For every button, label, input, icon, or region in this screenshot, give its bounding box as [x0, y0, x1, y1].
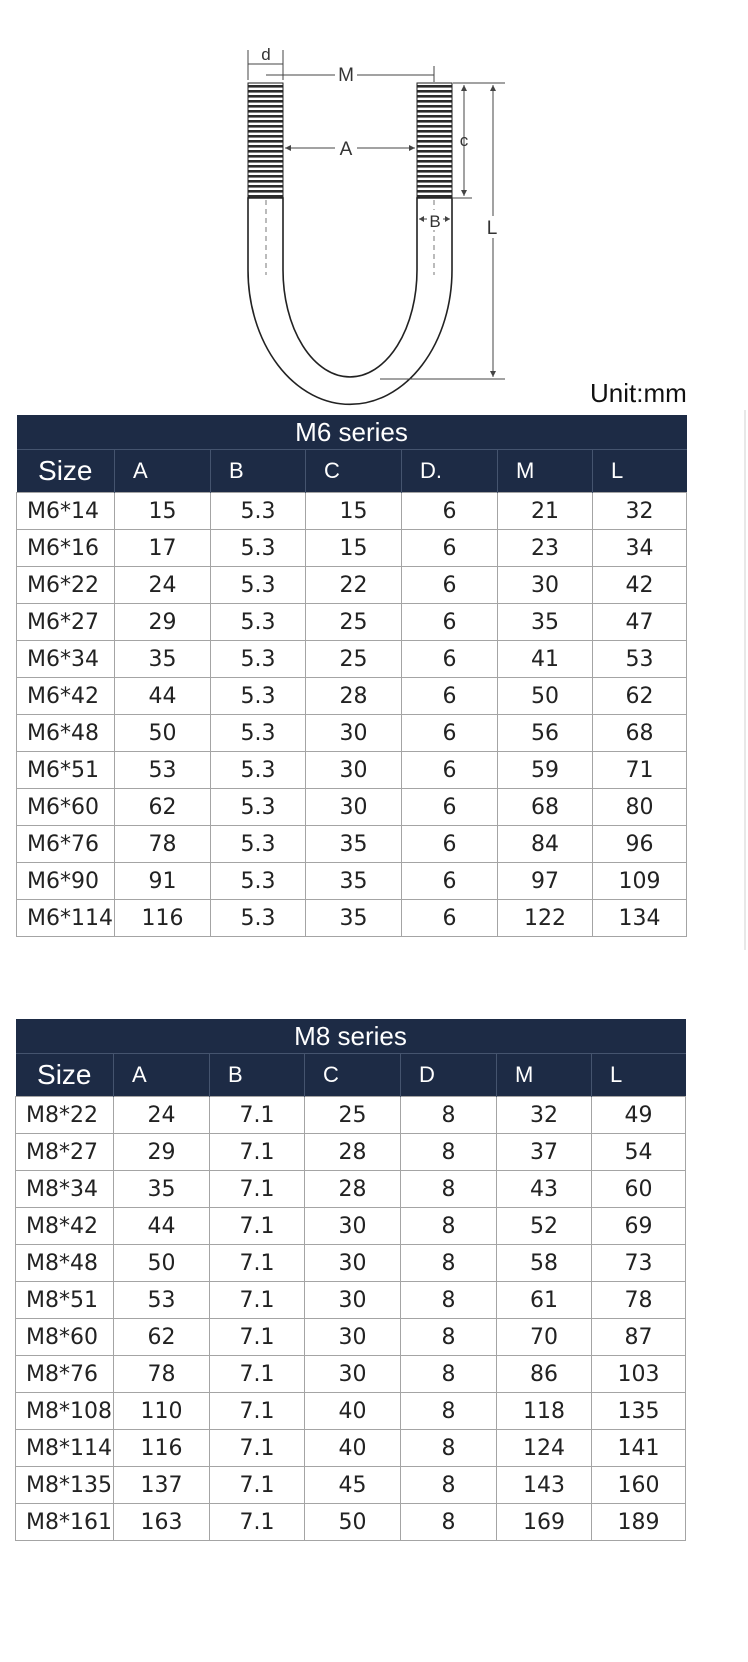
table-row [17, 678, 687, 715]
value-cell: 6 [402, 493, 498, 530]
value-cell: 58 [497, 1245, 592, 1282]
table-row [17, 863, 687, 900]
size-cell: M8*48 [16, 1245, 114, 1282]
value-cell: 141 [592, 1430, 686, 1467]
table-row [16, 1319, 686, 1356]
value-cell: 40 [305, 1393, 401, 1430]
value-cell: 80 [593, 789, 687, 826]
value-cell: 163 [114, 1504, 210, 1541]
value-cell: 5.3 [211, 715, 306, 752]
value-cell: 7.1 [210, 1208, 305, 1245]
value-cell: 24 [114, 1097, 210, 1134]
table-title: M8 series [16, 1019, 686, 1054]
size-cell: M8*42 [16, 1208, 114, 1245]
value-cell: 23 [498, 530, 593, 567]
value-cell: 32 [593, 493, 687, 530]
value-cell: 5.3 [211, 641, 306, 678]
size-cell: M8*60 [16, 1319, 114, 1356]
label-a: A [339, 139, 353, 160]
size-cell: M8*108 [16, 1393, 114, 1430]
value-cell: 68 [593, 715, 687, 752]
value-cell: 62 [115, 789, 211, 826]
value-cell: 6 [402, 900, 498, 937]
label-l: L [486, 218, 498, 239]
header-c: C [306, 450, 402, 493]
value-cell: 8 [401, 1097, 497, 1134]
value-cell: 30 [305, 1245, 401, 1282]
value-cell: 8 [401, 1393, 497, 1430]
value-cell: 30 [306, 752, 402, 789]
value-cell: 53 [114, 1282, 210, 1319]
label-d: d [261, 45, 271, 64]
value-cell: 28 [306, 678, 402, 715]
value-cell: 73 [592, 1245, 686, 1282]
header-l: L [593, 450, 687, 493]
value-cell: 118 [497, 1393, 592, 1430]
header-b: B [211, 450, 306, 493]
value-cell: 116 [114, 1430, 210, 1467]
label-c: c [459, 131, 469, 150]
value-cell: 110 [114, 1393, 210, 1430]
value-cell: 6 [402, 826, 498, 863]
value-cell: 35 [306, 863, 402, 900]
value-cell: 5.3 [211, 530, 306, 567]
value-cell: 137 [114, 1467, 210, 1504]
value-cell: 35 [306, 900, 402, 937]
value-cell: 35 [306, 826, 402, 863]
size-cell: M8*34 [16, 1171, 114, 1208]
value-cell: 68 [498, 789, 593, 826]
table-row [17, 530, 687, 567]
value-cell: 62 [114, 1319, 210, 1356]
size-cell: M6*114 [17, 900, 115, 937]
size-cell: M6*60 [17, 789, 115, 826]
value-cell: 29 [114, 1134, 210, 1171]
value-cell: 62 [593, 678, 687, 715]
table-row [16, 1282, 686, 1319]
value-cell: 84 [498, 826, 593, 863]
size-cell: M6*90 [17, 863, 115, 900]
value-cell: 135 [592, 1393, 686, 1430]
table-row [16, 1097, 686, 1134]
value-cell: 8 [401, 1356, 497, 1393]
value-cell: 7.1 [210, 1171, 305, 1208]
value-cell: 35 [115, 641, 211, 678]
value-cell: 40 [305, 1430, 401, 1467]
table-row [17, 715, 687, 752]
header-l: L [592, 1054, 686, 1097]
header-size: Size [16, 1054, 114, 1097]
value-cell: 17 [115, 530, 211, 567]
value-cell: 30 [305, 1208, 401, 1245]
value-cell: 6 [402, 678, 498, 715]
value-cell: 35 [498, 604, 593, 641]
value-cell: 124 [497, 1430, 592, 1467]
table-row [17, 900, 687, 937]
table-row [16, 1208, 686, 1245]
value-cell: 5.3 [211, 863, 306, 900]
table-row [16, 1134, 686, 1171]
table-row [16, 1467, 686, 1504]
value-cell: 8 [401, 1319, 497, 1356]
value-cell: 7.1 [210, 1467, 305, 1504]
value-cell: 60 [592, 1171, 686, 1208]
value-cell: 96 [593, 826, 687, 863]
value-cell: 87 [592, 1319, 686, 1356]
size-cell: M8*161 [16, 1504, 114, 1541]
size-cell: M8*114 [16, 1430, 114, 1467]
value-cell: 30 [306, 715, 402, 752]
value-cell: 25 [306, 604, 402, 641]
value-cell: 8 [401, 1134, 497, 1171]
table-row [17, 641, 687, 678]
value-cell: 8 [401, 1504, 497, 1541]
value-cell: 25 [306, 641, 402, 678]
value-cell: 134 [593, 900, 687, 937]
table-row [16, 1504, 686, 1541]
size-cell: M6*14 [17, 493, 115, 530]
size-cell: M8*135 [16, 1467, 114, 1504]
value-cell: 5.3 [211, 678, 306, 715]
table-row [17, 789, 687, 826]
table-row [17, 826, 687, 863]
value-cell: 8 [401, 1282, 497, 1319]
value-cell: 41 [498, 641, 593, 678]
value-cell: 103 [592, 1356, 686, 1393]
value-cell: 6 [402, 530, 498, 567]
header-size: Size [17, 450, 115, 493]
u-bolt-diagram [205, 0, 565, 410]
size-cell: M6*48 [17, 715, 115, 752]
table-row [16, 1356, 686, 1393]
value-cell: 8 [401, 1467, 497, 1504]
header-d: D [401, 1054, 497, 1097]
value-cell: 116 [115, 900, 211, 937]
value-cell: 8 [401, 1430, 497, 1467]
value-cell: 53 [115, 752, 211, 789]
size-cell: M6*16 [17, 530, 115, 567]
size-cell: M6*76 [17, 826, 115, 863]
value-cell: 122 [498, 900, 593, 937]
right-thread [417, 83, 452, 198]
value-cell: 78 [114, 1356, 210, 1393]
value-cell: 8 [401, 1171, 497, 1208]
size-cell: M6*22 [17, 567, 115, 604]
value-cell: 24 [115, 567, 211, 604]
u-bolt-body [248, 198, 452, 404]
header-m: M [497, 1054, 592, 1097]
value-cell: 50 [498, 678, 593, 715]
value-cell: 5.3 [211, 604, 306, 641]
value-cell: 15 [115, 493, 211, 530]
size-cell: M6*27 [17, 604, 115, 641]
size-cell: M8*76 [16, 1356, 114, 1393]
table-row [16, 1430, 686, 1467]
value-cell: 78 [115, 826, 211, 863]
value-cell: 143 [497, 1467, 592, 1504]
left-thread [248, 83, 283, 198]
value-cell: 59 [498, 752, 593, 789]
value-cell: 15 [306, 530, 402, 567]
value-cell: 7.1 [210, 1134, 305, 1171]
size-cell: M6*42 [17, 678, 115, 715]
value-cell: 53 [593, 641, 687, 678]
value-cell: 21 [498, 493, 593, 530]
value-cell: 6 [402, 604, 498, 641]
value-cell: 44 [114, 1208, 210, 1245]
value-cell: 56 [498, 715, 593, 752]
value-cell: 30 [305, 1319, 401, 1356]
value-cell: 28 [305, 1134, 401, 1171]
value-cell: 52 [497, 1208, 592, 1245]
value-cell: 91 [115, 863, 211, 900]
value-cell: 50 [305, 1504, 401, 1541]
value-cell: 78 [592, 1282, 686, 1319]
value-cell: 6 [402, 641, 498, 678]
header-c: C [305, 1054, 401, 1097]
table-row [17, 752, 687, 789]
value-cell: 189 [592, 1504, 686, 1541]
header-a: A [115, 450, 211, 493]
table-row [17, 567, 687, 604]
table-row [16, 1245, 686, 1282]
value-cell: 109 [593, 863, 687, 900]
unit-label: Unit:mm [590, 378, 687, 408]
value-cell: 5.3 [211, 493, 306, 530]
header-b: B [210, 1054, 305, 1097]
m6-series-table [16, 415, 687, 937]
value-cell: 22 [306, 567, 402, 604]
m8-series-table [15, 1019, 686, 1541]
value-cell: 7.1 [210, 1097, 305, 1134]
value-cell: 30 [305, 1282, 401, 1319]
value-cell: 8 [401, 1245, 497, 1282]
value-cell: 34 [593, 530, 687, 567]
value-cell: 7.1 [210, 1282, 305, 1319]
header-a: A [114, 1054, 210, 1097]
value-cell: 30 [498, 567, 593, 604]
value-cell: 45 [305, 1467, 401, 1504]
value-cell: 86 [497, 1356, 592, 1393]
value-cell: 6 [402, 863, 498, 900]
value-cell: 5.3 [211, 900, 306, 937]
value-cell: 69 [592, 1208, 686, 1245]
size-cell: M6*34 [17, 641, 115, 678]
size-cell: M8*22 [16, 1097, 114, 1134]
value-cell: 6 [402, 715, 498, 752]
value-cell: 35 [114, 1171, 210, 1208]
value-cell: 7.1 [210, 1356, 305, 1393]
value-cell: 7.1 [210, 1504, 305, 1541]
table-row [16, 1393, 686, 1430]
label-b: B [429, 212, 441, 231]
table-row [16, 1171, 686, 1208]
value-cell: 28 [305, 1171, 401, 1208]
value-cell: 71 [593, 752, 687, 789]
size-cell: M6*51 [17, 752, 115, 789]
header-d: D. [402, 450, 498, 493]
value-cell: 6 [402, 752, 498, 789]
table-title: M6 series [17, 415, 687, 450]
value-cell: 6 [402, 567, 498, 604]
table-row [17, 493, 687, 530]
value-cell: 49 [592, 1097, 686, 1134]
value-cell: 97 [498, 863, 593, 900]
value-cell: 15 [306, 493, 402, 530]
value-cell: 29 [115, 604, 211, 641]
value-cell: 43 [497, 1171, 592, 1208]
size-cell: M8*51 [16, 1282, 114, 1319]
value-cell: 7.1 [210, 1319, 305, 1356]
value-cell: 160 [592, 1467, 686, 1504]
value-cell: 50 [115, 715, 211, 752]
table-row [17, 604, 687, 641]
value-cell: 42 [593, 567, 687, 604]
header-m: M [498, 450, 593, 493]
value-cell: 50 [114, 1245, 210, 1282]
value-cell: 47 [593, 604, 687, 641]
value-cell: 32 [497, 1097, 592, 1134]
value-cell: 30 [306, 789, 402, 826]
value-cell: 54 [592, 1134, 686, 1171]
value-cell: 7.1 [210, 1245, 305, 1282]
value-cell: 70 [497, 1319, 592, 1356]
value-cell: 61 [497, 1282, 592, 1319]
value-cell: 8 [401, 1208, 497, 1245]
value-cell: 25 [305, 1097, 401, 1134]
value-cell: 169 [497, 1504, 592, 1541]
value-cell: 6 [402, 789, 498, 826]
value-cell: 5.3 [211, 826, 306, 863]
value-cell: 37 [497, 1134, 592, 1171]
value-cell: 44 [115, 678, 211, 715]
value-cell: 5.3 [211, 567, 306, 604]
value-cell: 5.3 [211, 789, 306, 826]
label-m: M [338, 65, 354, 86]
value-cell: 5.3 [211, 752, 306, 789]
value-cell: 7.1 [210, 1393, 305, 1430]
size-cell: M8*27 [16, 1134, 114, 1171]
right-divider [744, 410, 746, 950]
value-cell: 7.1 [210, 1430, 305, 1467]
value-cell: 30 [305, 1356, 401, 1393]
